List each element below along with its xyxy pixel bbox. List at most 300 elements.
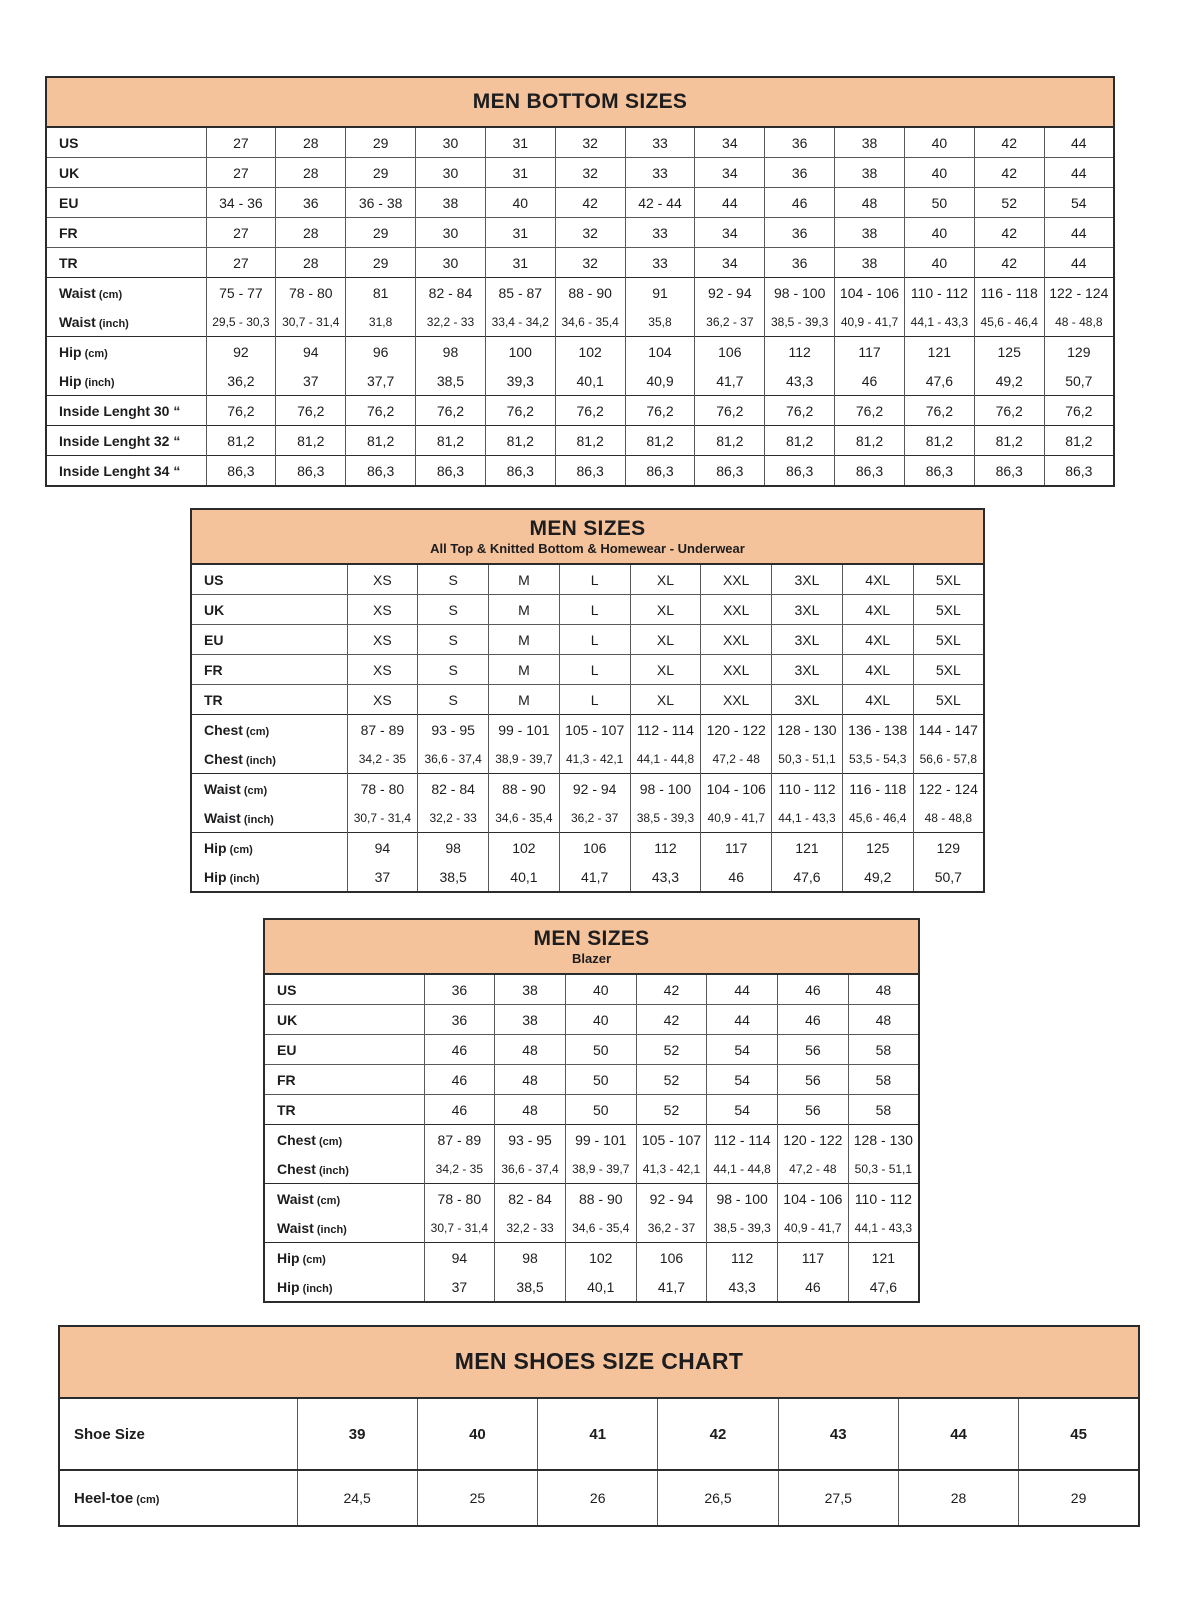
row-inside-lenght-34 bbox=[46, 456, 1114, 487]
value-cell: 41,7 bbox=[636, 1272, 707, 1302]
value-cell: 38 bbox=[495, 1005, 566, 1035]
value-cell: 46 bbox=[778, 1005, 849, 1035]
value-cell: 38,5 - 39,3 bbox=[630, 803, 701, 833]
value-cell: 39 bbox=[297, 1398, 417, 1470]
row-label-unit: (cm) bbox=[240, 784, 268, 797]
value-cell: 32,2 - 33 bbox=[416, 307, 486, 337]
value-cell: 45,6 - 46,4 bbox=[842, 803, 913, 833]
value-cell: 38 bbox=[835, 127, 905, 158]
row-label-unit: (cm) bbox=[315, 1135, 343, 1148]
value-cell: 86,3 bbox=[695, 456, 765, 487]
value-cell: 36,2 - 37 bbox=[559, 803, 630, 833]
value-cell: 44 bbox=[707, 1005, 778, 1035]
value-cell: 34,2 - 35 bbox=[347, 744, 418, 774]
value-cell: 42 - 44 bbox=[625, 188, 695, 218]
value-cell: 44,1 - 43,3 bbox=[772, 803, 843, 833]
value-cell: 29 bbox=[346, 158, 416, 188]
value-cell: 44 bbox=[707, 974, 778, 1005]
value-cell: 40,9 bbox=[625, 366, 695, 396]
value-cell: 36 bbox=[276, 188, 346, 218]
value-cell: 36 bbox=[765, 127, 835, 158]
row-label: Chest (inch) bbox=[204, 750, 276, 767]
waist-group bbox=[264, 1184, 919, 1243]
value-cell: 5XL bbox=[913, 685, 984, 715]
value-cell: L bbox=[559, 655, 630, 685]
value-cell: 81,2 bbox=[765, 426, 835, 456]
value-cell: 81,2 bbox=[625, 426, 695, 456]
value-cell: 86,3 bbox=[1044, 456, 1114, 487]
value-cell: 78 - 80 bbox=[276, 278, 346, 308]
value-cell: 4XL bbox=[842, 595, 913, 625]
value-cell: 81,2 bbox=[276, 426, 346, 456]
value-cell: 38 bbox=[835, 218, 905, 248]
value-cell: 38 bbox=[416, 188, 486, 218]
value-cell: 24,5 bbox=[297, 1470, 417, 1526]
value-cell: 81,2 bbox=[974, 426, 1044, 456]
value-cell: 26 bbox=[538, 1470, 658, 1526]
value-cell: 34 bbox=[695, 158, 765, 188]
men-shoes-size-chart-header-band bbox=[58, 1325, 1140, 1397]
value-cell: L bbox=[559, 685, 630, 715]
value-cell: 53,5 - 54,3 bbox=[842, 744, 913, 774]
value-cell: 32,2 - 33 bbox=[418, 803, 489, 833]
row-label: Inside Lenght 34 “ bbox=[59, 462, 181, 479]
value-cell: 98 - 100 bbox=[765, 278, 835, 308]
row-label: UK bbox=[277, 1011, 298, 1028]
value-cell: 4XL bbox=[842, 625, 913, 655]
value-cell: 36 - 38 bbox=[346, 188, 416, 218]
value-cell: 27 bbox=[206, 158, 276, 188]
value-cell: XS bbox=[347, 685, 418, 715]
value-cell: 96 bbox=[346, 337, 416, 367]
value-cell: 40,1 bbox=[489, 862, 560, 892]
value-cell: 33 bbox=[625, 218, 695, 248]
row-label-unit: (inch) bbox=[299, 1282, 333, 1295]
value-cell: 41,3 - 42,1 bbox=[636, 1154, 707, 1184]
value-cell: 81,2 bbox=[485, 426, 555, 456]
value-cell: 120 - 122 bbox=[701, 715, 772, 745]
tr-group bbox=[264, 1095, 919, 1125]
value-cell: 36,6 - 37,4 bbox=[418, 744, 489, 774]
value-cell: 56,6 - 57,8 bbox=[913, 744, 984, 774]
row-waist-inch bbox=[46, 307, 1114, 337]
value-cell: 76,2 bbox=[1044, 396, 1114, 426]
chest-group bbox=[191, 715, 984, 774]
value-cell: 30 bbox=[416, 218, 486, 248]
value-cell: 106 bbox=[559, 833, 630, 863]
value-cell: 29,5 - 30,3 bbox=[206, 307, 276, 337]
value-cell: S bbox=[418, 655, 489, 685]
value-cell: M bbox=[489, 625, 560, 655]
value-cell: 38,9 - 39,7 bbox=[565, 1154, 636, 1184]
value-cell: XL bbox=[630, 685, 701, 715]
value-cell: 52 bbox=[636, 1035, 707, 1065]
value-cell: 3XL bbox=[772, 625, 843, 655]
value-cell: 76,2 bbox=[625, 396, 695, 426]
value-cell: 129 bbox=[913, 833, 984, 863]
value-cell: L bbox=[559, 564, 630, 595]
value-cell: 86,3 bbox=[904, 456, 974, 487]
row-label-unit: (inch) bbox=[242, 754, 276, 767]
row-chest-inch bbox=[191, 744, 984, 774]
value-cell: 48 bbox=[495, 1035, 566, 1065]
row-inside-lenght-32 bbox=[46, 426, 1114, 456]
value-cell: 82 - 84 bbox=[418, 774, 489, 804]
value-cell: 44 bbox=[1044, 218, 1114, 248]
value-cell: 98 - 100 bbox=[707, 1184, 778, 1214]
row-us bbox=[191, 564, 984, 595]
value-cell: 40 bbox=[485, 188, 555, 218]
value-cell: 91 bbox=[625, 278, 695, 308]
eu-group bbox=[264, 1035, 919, 1065]
value-cell: 76,2 bbox=[555, 396, 625, 426]
value-cell: 4XL bbox=[842, 685, 913, 715]
value-cell: 81,2 bbox=[1044, 426, 1114, 456]
value-cell: 43 bbox=[778, 1398, 898, 1470]
value-cell: 28 bbox=[276, 158, 346, 188]
value-cell: 40 bbox=[565, 974, 636, 1005]
waist-group bbox=[191, 774, 984, 833]
row-hip-cm bbox=[264, 1243, 919, 1273]
value-cell: 5XL bbox=[913, 655, 984, 685]
row-label: Waist (inch) bbox=[204, 809, 274, 826]
value-cell: 82 - 84 bbox=[495, 1184, 566, 1214]
row-hip-cm bbox=[191, 833, 984, 863]
row-label: TR bbox=[277, 1101, 296, 1118]
value-cell: 117 bbox=[835, 337, 905, 367]
value-cell: 54 bbox=[1044, 188, 1114, 218]
row-chest-cm bbox=[264, 1125, 919, 1155]
value-cell: 86,3 bbox=[276, 456, 346, 487]
row-label: US bbox=[204, 571, 224, 588]
value-cell: 105 - 107 bbox=[636, 1125, 707, 1155]
row-label: Chest (cm) bbox=[277, 1131, 343, 1148]
value-cell: 4XL bbox=[842, 655, 913, 685]
value-cell: 48 - 48,8 bbox=[913, 803, 984, 833]
row-label: Chest (inch) bbox=[277, 1160, 349, 1177]
value-cell: 38 bbox=[835, 248, 905, 278]
value-cell: 48 bbox=[848, 1005, 919, 1035]
tr-group bbox=[191, 685, 984, 715]
row-label: EU bbox=[59, 194, 79, 211]
row-label: Inside Lenght 32 “ bbox=[59, 432, 181, 449]
value-cell: 86,3 bbox=[835, 456, 905, 487]
value-cell: 102 bbox=[565, 1243, 636, 1273]
row-label: FR bbox=[59, 224, 78, 241]
row-chest-inch bbox=[264, 1154, 919, 1184]
value-cell: 58 bbox=[848, 1065, 919, 1095]
row-label: EU bbox=[204, 631, 224, 648]
value-cell: 46 bbox=[424, 1095, 495, 1125]
row-waist-cm bbox=[264, 1184, 919, 1214]
value-cell: 40,1 bbox=[555, 366, 625, 396]
row-label-unit: (cm) bbox=[133, 1493, 160, 1506]
value-cell: 47,6 bbox=[848, 1272, 919, 1302]
value-cell: 33,4 - 34,2 bbox=[485, 307, 555, 337]
value-cell: 76,2 bbox=[974, 396, 1044, 426]
row-tr bbox=[191, 685, 984, 715]
value-cell: 38,5 - 39,3 bbox=[765, 307, 835, 337]
value-cell: 40 bbox=[904, 218, 974, 248]
value-cell: 40 bbox=[904, 127, 974, 158]
value-cell: 81,2 bbox=[555, 426, 625, 456]
value-cell: 44 bbox=[1044, 158, 1114, 188]
row-label: UK bbox=[59, 164, 80, 181]
row-inside-lenght-30 bbox=[46, 396, 1114, 426]
value-cell: 42 bbox=[974, 158, 1044, 188]
value-cell: 36 bbox=[765, 248, 835, 278]
row-label: TR bbox=[204, 691, 223, 708]
value-cell: 34,2 - 35 bbox=[424, 1154, 495, 1184]
row-tr bbox=[264, 1095, 919, 1125]
us-group bbox=[264, 974, 919, 1005]
value-cell: 48 bbox=[848, 974, 919, 1005]
value-cell: 38 bbox=[495, 974, 566, 1005]
value-cell: 46 bbox=[835, 366, 905, 396]
value-cell: 98 bbox=[418, 833, 489, 863]
value-cell: 32 bbox=[555, 127, 625, 158]
value-cell: 42 bbox=[555, 188, 625, 218]
value-cell: 50 bbox=[904, 188, 974, 218]
value-cell: 29 bbox=[346, 218, 416, 248]
value-cell: 86,3 bbox=[416, 456, 486, 487]
row-eu bbox=[264, 1035, 919, 1065]
row-label-unit: (cm) bbox=[95, 288, 123, 301]
value-cell: 112 bbox=[630, 833, 701, 863]
hip-group bbox=[46, 337, 1114, 396]
value-cell: 98 - 100 bbox=[630, 774, 701, 804]
row-label-unit: (inch) bbox=[240, 813, 274, 826]
value-cell: 40 bbox=[904, 158, 974, 188]
value-cell: 94 bbox=[424, 1243, 495, 1273]
value-cell: 121 bbox=[848, 1243, 919, 1273]
value-cell: 48 bbox=[495, 1095, 566, 1125]
value-cell: 78 - 80 bbox=[347, 774, 418, 804]
row-us bbox=[264, 974, 919, 1005]
value-cell: 112 bbox=[765, 337, 835, 367]
us-group bbox=[191, 564, 984, 595]
value-cell: 86,3 bbox=[346, 456, 416, 487]
row-hip-inch bbox=[191, 862, 984, 892]
row-label: Heel-toe (cm) bbox=[74, 1489, 160, 1507]
row-label: EU bbox=[277, 1041, 297, 1058]
value-cell: 112 bbox=[707, 1243, 778, 1273]
value-cell: 144 - 147 bbox=[913, 715, 984, 745]
value-cell: 112 - 114 bbox=[630, 715, 701, 745]
row-fr bbox=[191, 655, 984, 685]
row-label: Waist (inch) bbox=[59, 313, 129, 330]
value-cell: 46 bbox=[424, 1065, 495, 1095]
value-cell: 76,2 bbox=[416, 396, 486, 426]
row-fr bbox=[46, 218, 1114, 248]
value-cell: 37 bbox=[276, 366, 346, 396]
fr-group bbox=[191, 655, 984, 685]
value-cell: 87 - 89 bbox=[347, 715, 418, 745]
value-cell: 86,3 bbox=[625, 456, 695, 487]
value-cell: 32,2 - 33 bbox=[495, 1213, 566, 1243]
value-cell: XXL bbox=[701, 685, 772, 715]
value-cell: 42 bbox=[658, 1398, 778, 1470]
value-cell: 54 bbox=[707, 1095, 778, 1125]
value-cell: 36,2 bbox=[206, 366, 276, 396]
value-cell: 33 bbox=[625, 158, 695, 188]
row-label: TR bbox=[59, 254, 78, 271]
value-cell: 30,7 - 31,4 bbox=[347, 803, 418, 833]
value-cell: 38,9 - 39,7 bbox=[489, 744, 560, 774]
value-cell: 49,2 bbox=[842, 862, 913, 892]
row-waist-inch bbox=[191, 803, 984, 833]
value-cell: 122 - 124 bbox=[913, 774, 984, 804]
value-cell: 45,6 - 46,4 bbox=[974, 307, 1044, 337]
value-cell: 117 bbox=[778, 1243, 849, 1273]
row-hip-inch bbox=[46, 366, 1114, 396]
eu-group bbox=[46, 188, 1114, 218]
value-cell: 86,3 bbox=[974, 456, 1044, 487]
value-cell: 76,2 bbox=[695, 396, 765, 426]
value-cell: S bbox=[418, 564, 489, 595]
value-cell: 37 bbox=[424, 1272, 495, 1302]
value-cell: 52 bbox=[974, 188, 1044, 218]
value-cell: 54 bbox=[707, 1065, 778, 1095]
value-cell: 46 bbox=[778, 1272, 849, 1302]
value-cell: 32 bbox=[555, 218, 625, 248]
value-cell: 44,1 - 43,3 bbox=[904, 307, 974, 337]
value-cell: 48 - 48,8 bbox=[1044, 307, 1114, 337]
value-cell: 50 bbox=[565, 1035, 636, 1065]
value-cell: 94 bbox=[276, 337, 346, 367]
value-cell: 32 bbox=[555, 158, 625, 188]
value-cell: 48 bbox=[835, 188, 905, 218]
value-cell: 3XL bbox=[772, 655, 843, 685]
value-cell: XS bbox=[347, 655, 418, 685]
value-cell: 39,3 bbox=[485, 366, 555, 396]
men-sizes-tops-table bbox=[190, 563, 985, 893]
value-cell: 41,7 bbox=[695, 366, 765, 396]
men-sizes-tops-header-band bbox=[190, 508, 985, 563]
row-label: Shoe Size bbox=[74, 1425, 145, 1443]
row-label-unit: (cm) bbox=[299, 1253, 326, 1266]
value-cell: 48 bbox=[495, 1065, 566, 1095]
value-cell: 81,2 bbox=[904, 426, 974, 456]
value-cell: S bbox=[418, 625, 489, 655]
value-cell: M bbox=[489, 655, 560, 685]
row-tr bbox=[46, 248, 1114, 278]
value-cell: 93 - 95 bbox=[495, 1125, 566, 1155]
value-cell: 5XL bbox=[913, 595, 984, 625]
value-cell: 125 bbox=[842, 833, 913, 863]
value-cell: 44,1 - 44,8 bbox=[707, 1154, 778, 1184]
value-cell: 38,5 - 39,3 bbox=[707, 1213, 778, 1243]
value-cell: 41,3 - 42,1 bbox=[559, 744, 630, 774]
value-cell: 76,2 bbox=[765, 396, 835, 426]
row-label: Chest (cm) bbox=[204, 721, 270, 738]
value-cell: 92 bbox=[206, 337, 276, 367]
value-cell: 40,9 - 41,7 bbox=[835, 307, 905, 337]
value-cell: 44 bbox=[1044, 127, 1114, 158]
value-cell: 98 bbox=[416, 337, 486, 367]
value-cell: 102 bbox=[489, 833, 560, 863]
value-cell: 92 - 94 bbox=[559, 774, 630, 804]
value-cell: 88 - 90 bbox=[565, 1184, 636, 1214]
value-cell: 40 bbox=[565, 1005, 636, 1035]
value-cell: 44,1 - 43,3 bbox=[848, 1213, 919, 1243]
value-cell: 50,7 bbox=[913, 862, 984, 892]
value-cell: 3XL bbox=[772, 564, 843, 595]
men-sizes-blazer-table bbox=[263, 973, 920, 1303]
value-cell: 92 - 94 bbox=[695, 278, 765, 308]
row-eu bbox=[46, 188, 1114, 218]
value-cell: 36 bbox=[765, 218, 835, 248]
value-cell: 42 bbox=[974, 248, 1044, 278]
row-label: Hip (inch) bbox=[59, 372, 115, 389]
value-cell: XXL bbox=[701, 595, 772, 625]
value-cell: 38,5 bbox=[416, 366, 486, 396]
value-cell: 31 bbox=[485, 127, 555, 158]
value-cell: 81,2 bbox=[416, 426, 486, 456]
row-uk bbox=[46, 158, 1114, 188]
value-cell: 40 bbox=[904, 248, 974, 278]
value-cell: S bbox=[418, 685, 489, 715]
value-cell: 36 bbox=[765, 158, 835, 188]
value-cell: L bbox=[559, 625, 630, 655]
row-label: UK bbox=[204, 601, 225, 618]
uk-group bbox=[46, 158, 1114, 188]
value-cell: M bbox=[489, 564, 560, 595]
value-cell: 34,6 - 35,4 bbox=[565, 1213, 636, 1243]
value-cell: 27 bbox=[206, 127, 276, 158]
value-cell: 120 - 122 bbox=[778, 1125, 849, 1155]
value-cell: 40,9 - 41,7 bbox=[701, 803, 772, 833]
value-cell: XXL bbox=[701, 564, 772, 595]
value-cell: 81,2 bbox=[695, 426, 765, 456]
value-cell: 76,2 bbox=[276, 396, 346, 426]
value-cell: 56 bbox=[778, 1095, 849, 1125]
value-cell: 42 bbox=[974, 127, 1044, 158]
value-cell: 47,2 - 48 bbox=[701, 744, 772, 774]
row-label-unit: (cm) bbox=[242, 725, 270, 738]
value-cell: 41,7 bbox=[559, 862, 630, 892]
men-sizes-blazer-section bbox=[263, 918, 920, 1303]
value-cell: XL bbox=[630, 564, 701, 595]
value-cell: 34,6 - 35,4 bbox=[489, 803, 560, 833]
value-cell: 36 bbox=[424, 974, 495, 1005]
value-cell: 82 - 84 bbox=[416, 278, 486, 308]
table-title: MEN BOTTOM SIZES bbox=[472, 90, 688, 114]
value-cell: 43,3 bbox=[707, 1272, 778, 1302]
row-label: Waist (cm) bbox=[59, 284, 123, 301]
value-cell: 78 - 80 bbox=[424, 1184, 495, 1214]
value-cell: 27 bbox=[206, 218, 276, 248]
men-shoes-size-chart-section bbox=[58, 1325, 1140, 1527]
value-cell: XL bbox=[630, 655, 701, 685]
value-cell: 33 bbox=[625, 248, 695, 278]
row-heel-toe-cm bbox=[59, 1470, 1139, 1526]
value-cell: 81 bbox=[346, 278, 416, 308]
value-cell: 29 bbox=[346, 248, 416, 278]
value-cell: 104 bbox=[625, 337, 695, 367]
men-shoes-size-chart-table bbox=[58, 1397, 1140, 1527]
value-cell: 40,9 - 41,7 bbox=[778, 1213, 849, 1243]
uk-group bbox=[264, 1005, 919, 1035]
row-label: Waist (inch) bbox=[277, 1219, 347, 1236]
value-cell: 30,7 - 31,4 bbox=[276, 307, 346, 337]
value-cell: 37 bbox=[347, 862, 418, 892]
fr-group bbox=[264, 1065, 919, 1095]
value-cell: 110 - 112 bbox=[772, 774, 843, 804]
row-hip-inch bbox=[264, 1272, 919, 1302]
value-cell: 47,6 bbox=[772, 862, 843, 892]
row-label: US bbox=[59, 134, 79, 151]
